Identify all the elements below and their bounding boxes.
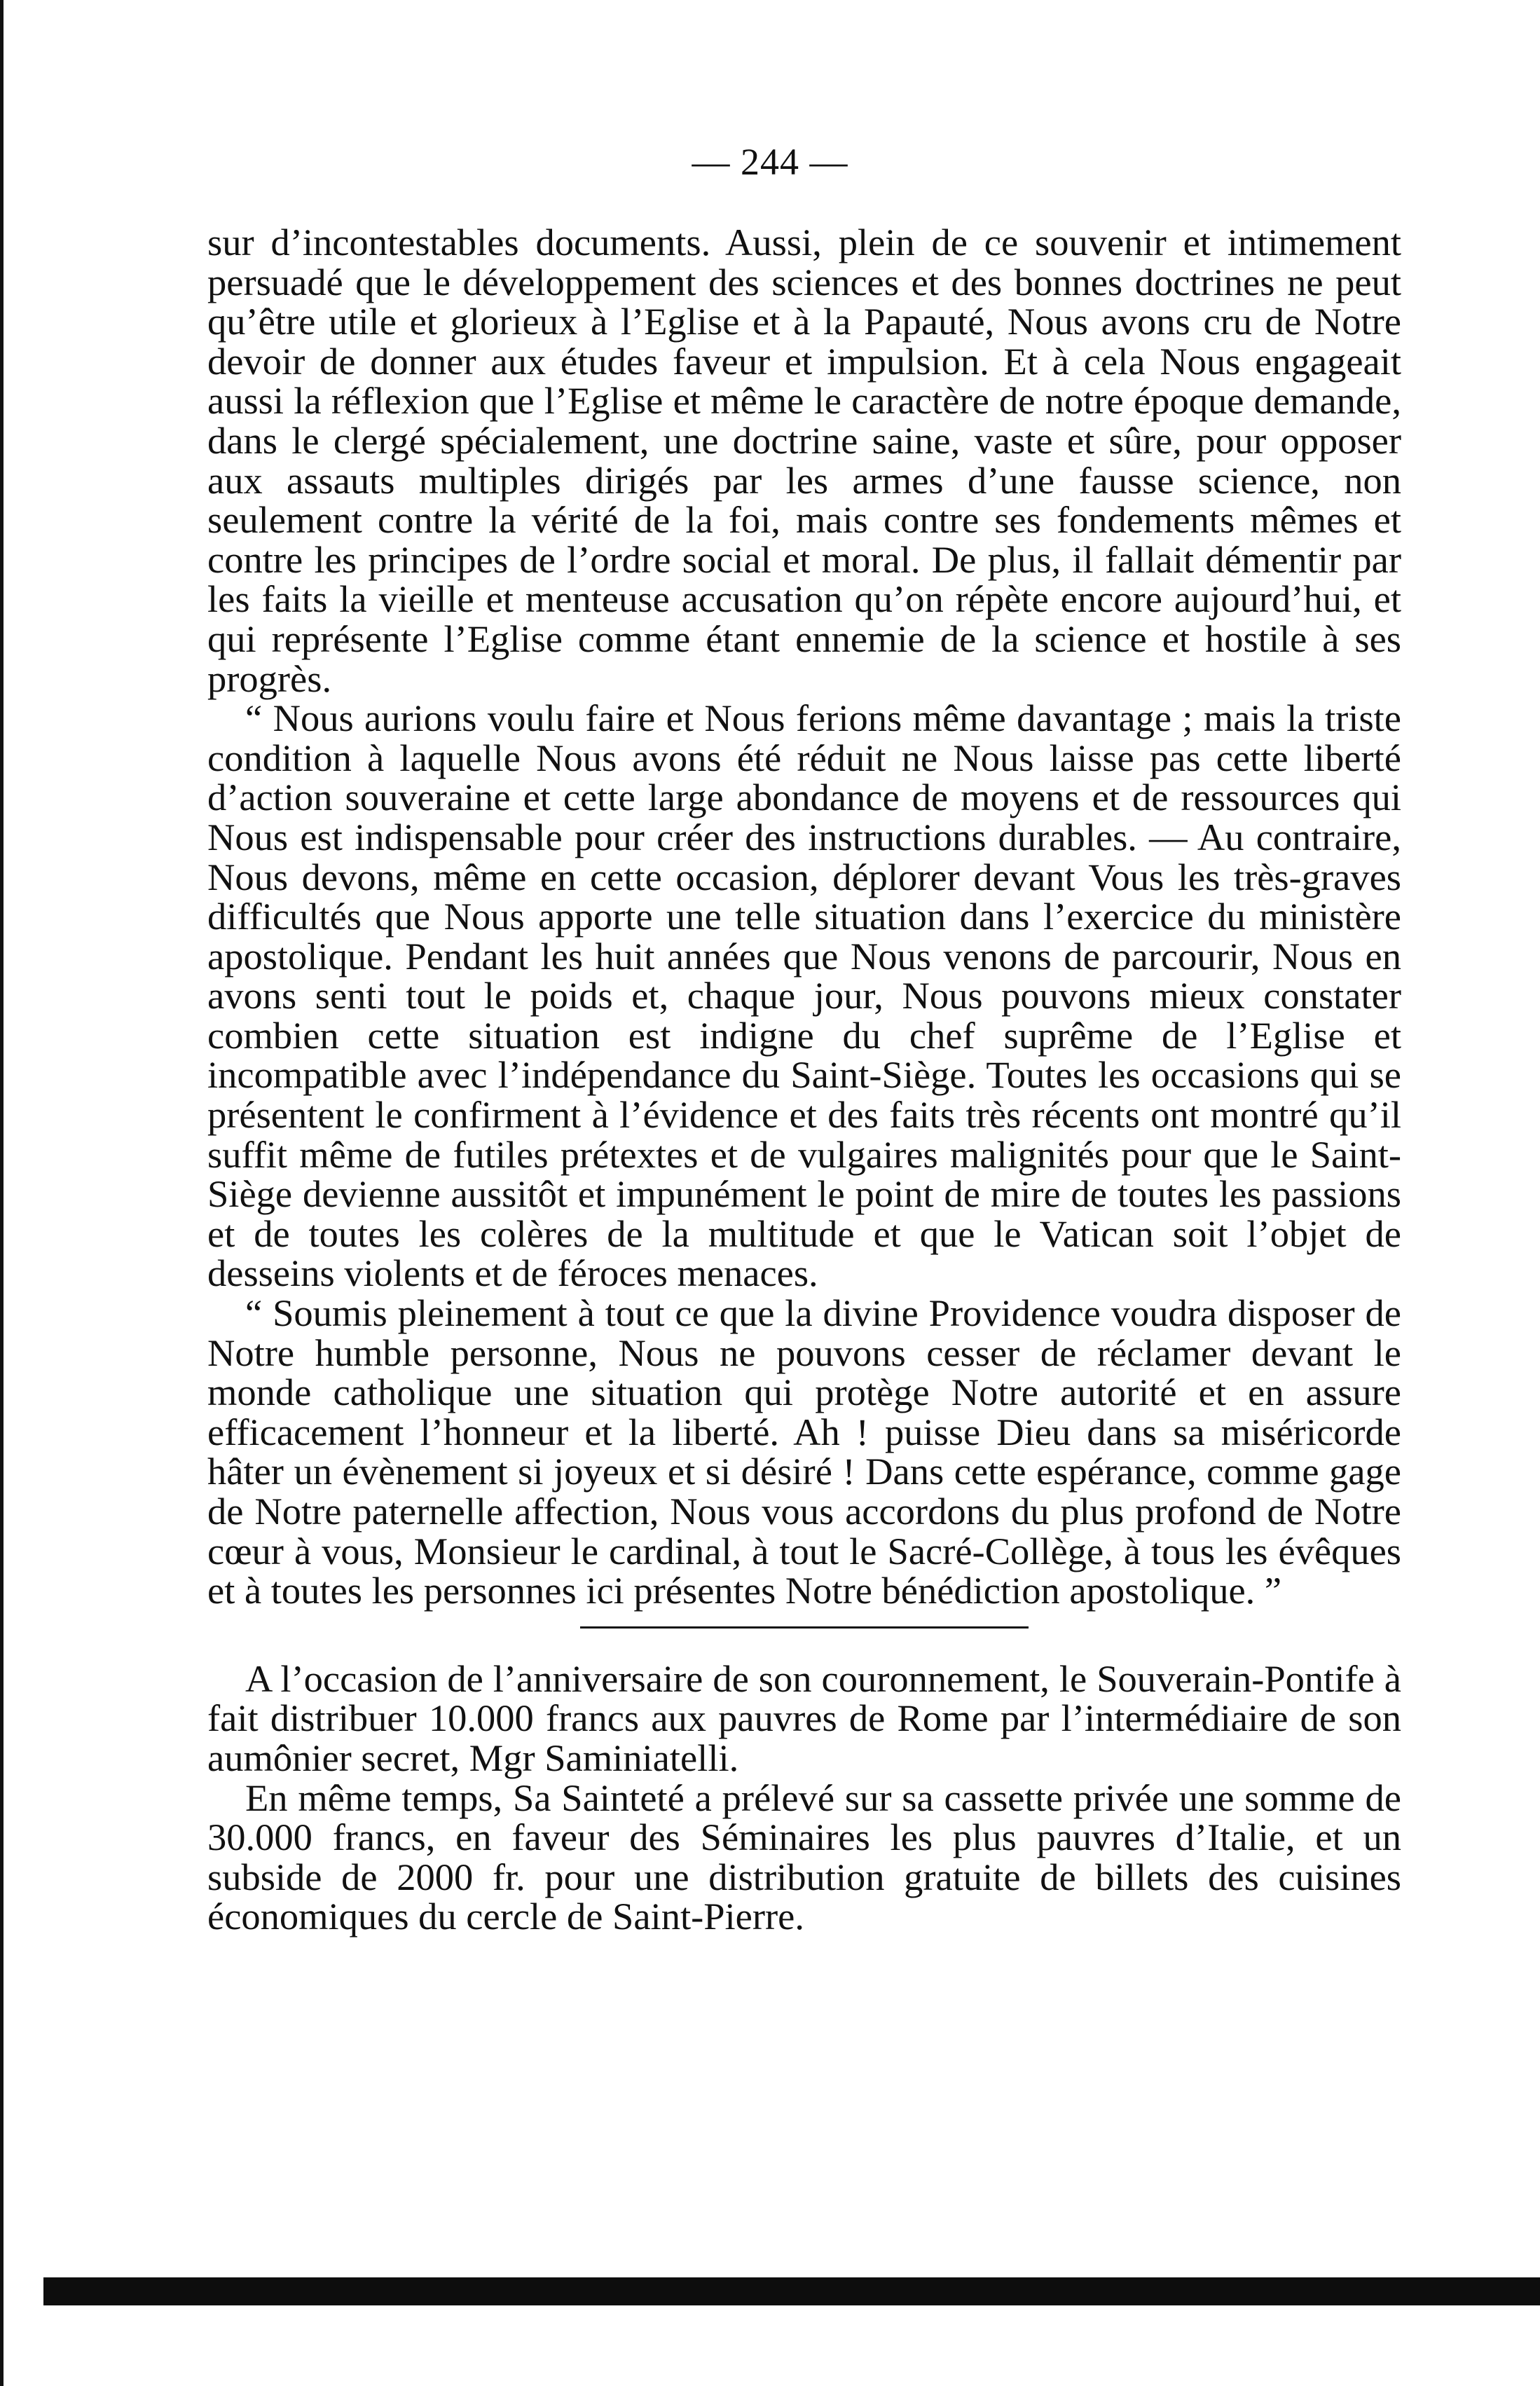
paragraph-3: “ Soumis pleinement à tout ce que la divine Providence voudra disposer de Notre humble personne, Nous ne pouvons cesser de réclamer devant le monde catholique une situation qui protège Notre autorité et en assure efficacement l’honneur et la liberté. Ah ! puisse Dieu dans sa miséricorde hâter un évènement si joyeux et si désiré ! Dans cette espérance, comme gage de Notre paternelle affection, Nous vous accordons du plus profond de Notre cœur à vous, Monsieur le cardinal, à tout le Sacré-Collège, à tous les évêques et à toutes les personnes ici présentes Notre bénédiction apostolique. ” bbox=[207, 1291, 1401, 1612]
section-separator-rule bbox=[580, 1626, 1029, 1629]
paragraph-1: sur d’incontestables documents. Aussi, plein de ce souvenir et intimement persuadé que le développement des sciences et des bonnes doctrines ne peut qu’être utile et glorieux à l’Eglise et à la Papauté, Nous avons cru de Notre devoir de donner aux études faveur et impulsion. Et à cela Nous engageait aussi la réflexion que l’Eglise et même le caractère de notre époque demande, dans le clergé spécialement, une doctrine saine, vaste et sûre, pour opposer aux assauts multiples dirigés par les armes d’une fausse science, non seulement contre la vérité de la foi, mais contre ses fondements mêmes et contre les principes de l’ordre social et moral. De plus, il fallait démentir par les faits la vieille et menteuse accusation qu’on répète encore aujourd’hui, et qui représente l’Eglise comme étant ennemie de la science et hostile à ses progrès. bbox=[207, 221, 1401, 700]
bottom-margin bbox=[43, 2305, 1540, 2386]
bottom-scan-border bbox=[43, 2277, 1540, 2305]
paragraph-5: En même temps, Sa Sainteté a prélevé sur sa cassette privée une somme de 30.000 francs, en faveur des Séminaires les plus pauvres d’Italie, et un subside de 2000 fr. pour une distribution gratuite de billets des cuisines économiques du cercle de Saint-Pierre. bbox=[207, 1776, 1401, 1938]
left-edge-rule bbox=[0, 0, 4, 2386]
paragraph-4: A l’occasion de l’anniversaire de son couronnement, le Souverain-Pontife à fait distribuer 10.000 francs aux pauvres de Rome par l’intermédiaire de son aumônier secret, Mgr Saminiatelli. bbox=[207, 1657, 1401, 1779]
body-text bbox=[207, 223, 1401, 1937]
paragraph-2: “ Nous aurions voulu faire et Nous ferions même davantage ; mais la triste condition à laquelle Nous avons été réduit ne Nous laisse pas cette liberté d’action souveraine et cette large abondance de moyens et de ressources qui Nous est indispensable pour créer des instructions durables. — Au contraire, Nous devons, même en cette occasion, déplorer devant Vous les très-graves difficultés que Nous apporte une telle situation dans l’exercice du ministère apostolique. Pendant les huit années que Nous venons de parcourir, Nous en avons senti tout le poids et, chaque jour, Nous pouvons mieux constater combien cette situation est indigne du chef suprême de l’Eglise et incompatible avec l’indépendance du Saint-Siège. Toutes les occasions qui se présentent le confirment à l’évidence et des faits très récents ont montré qu’il suffit même de futiles prétextes et de vulgaires malignités pour que le Saint-Siège devienne aussitôt et impunément le point de mire de toutes les passions et de toutes les colères de la multitude et que le Vatican soit l’objet de desseins violents et de féroces menaces. bbox=[207, 697, 1401, 1295]
page-number: — 244 — bbox=[692, 141, 848, 183]
